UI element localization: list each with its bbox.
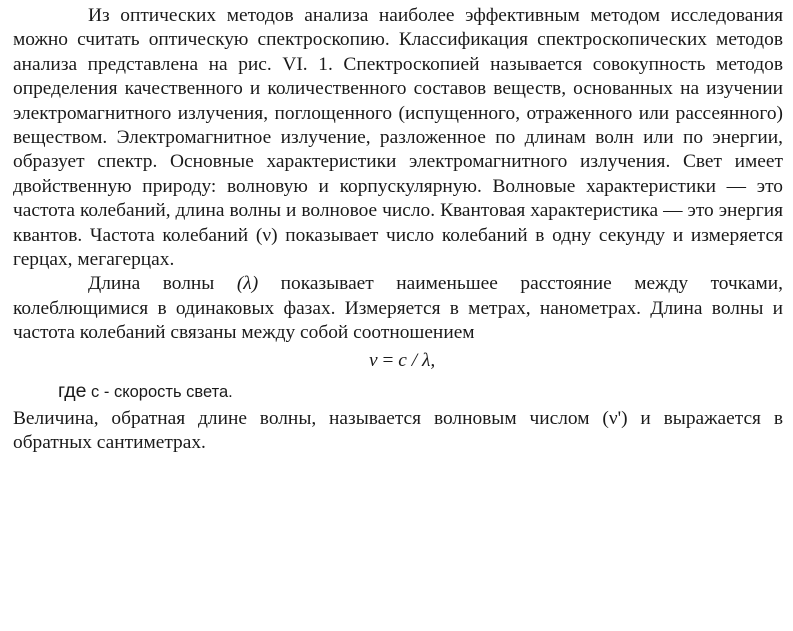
formula-rhs: c / λ, (398, 349, 436, 371)
document-page (13, 4, 783, 456)
wavelength-symbol: (λ) (236, 273, 259, 295)
formula-frequency-wavelength (13, 346, 783, 376)
paragraph-wavenumber: Величина, обратная длине волны, называется волновым числом (ν') и выражается в обратных сантиметрах. (13, 407, 783, 454)
formula-note-word: где (58, 379, 87, 402)
formula-equals: = (377, 349, 399, 371)
paragraph-wavelength-start: Длина волны (88, 273, 237, 295)
paragraph-wavelength-rest: показывает наименьшее расстояние между точками, колеблющимися в одинаковых фазах. Измеряется в метрах, нанометрах. Длина волны и частота колебаний связаны между собой соотношением (13, 273, 783, 344)
formula-note-text: с - скорость света. (86, 382, 233, 401)
paragraph-spectroscopy-intro: Из оптических методов анализа наиболее эффективным методом исследования можно считать оптическую спектроскопию. Классификация спектроскопических методов анализа представлена на рис. VI. 1. Спектроскопией называется совокупность методов определения качественного и количественного составов веществ, основанных на изучении электромагнитного излучения, поглощенного (испущенного, отраженного или рассеянного) веществом. Электромагнитное излучение, разложенное по длинам волн или по энергии, образует спектр. Основные характеристики электромагнитного излучения. Свет имеет двойственную природу: волновую и корпускулярную. Волновые характеристики — это частота колебаний, длина волны и волновое число. Квантовая характеристика — это энергия квантов. Частота колебаний (ν) показывает число колебаний в одну секунду и измеряется герцах, мегагерцах. (13, 5, 783, 271)
paragraph-wavelength (13, 272, 783, 345)
formula-note (13, 378, 783, 405)
formula-lhs: ν (369, 349, 378, 371)
